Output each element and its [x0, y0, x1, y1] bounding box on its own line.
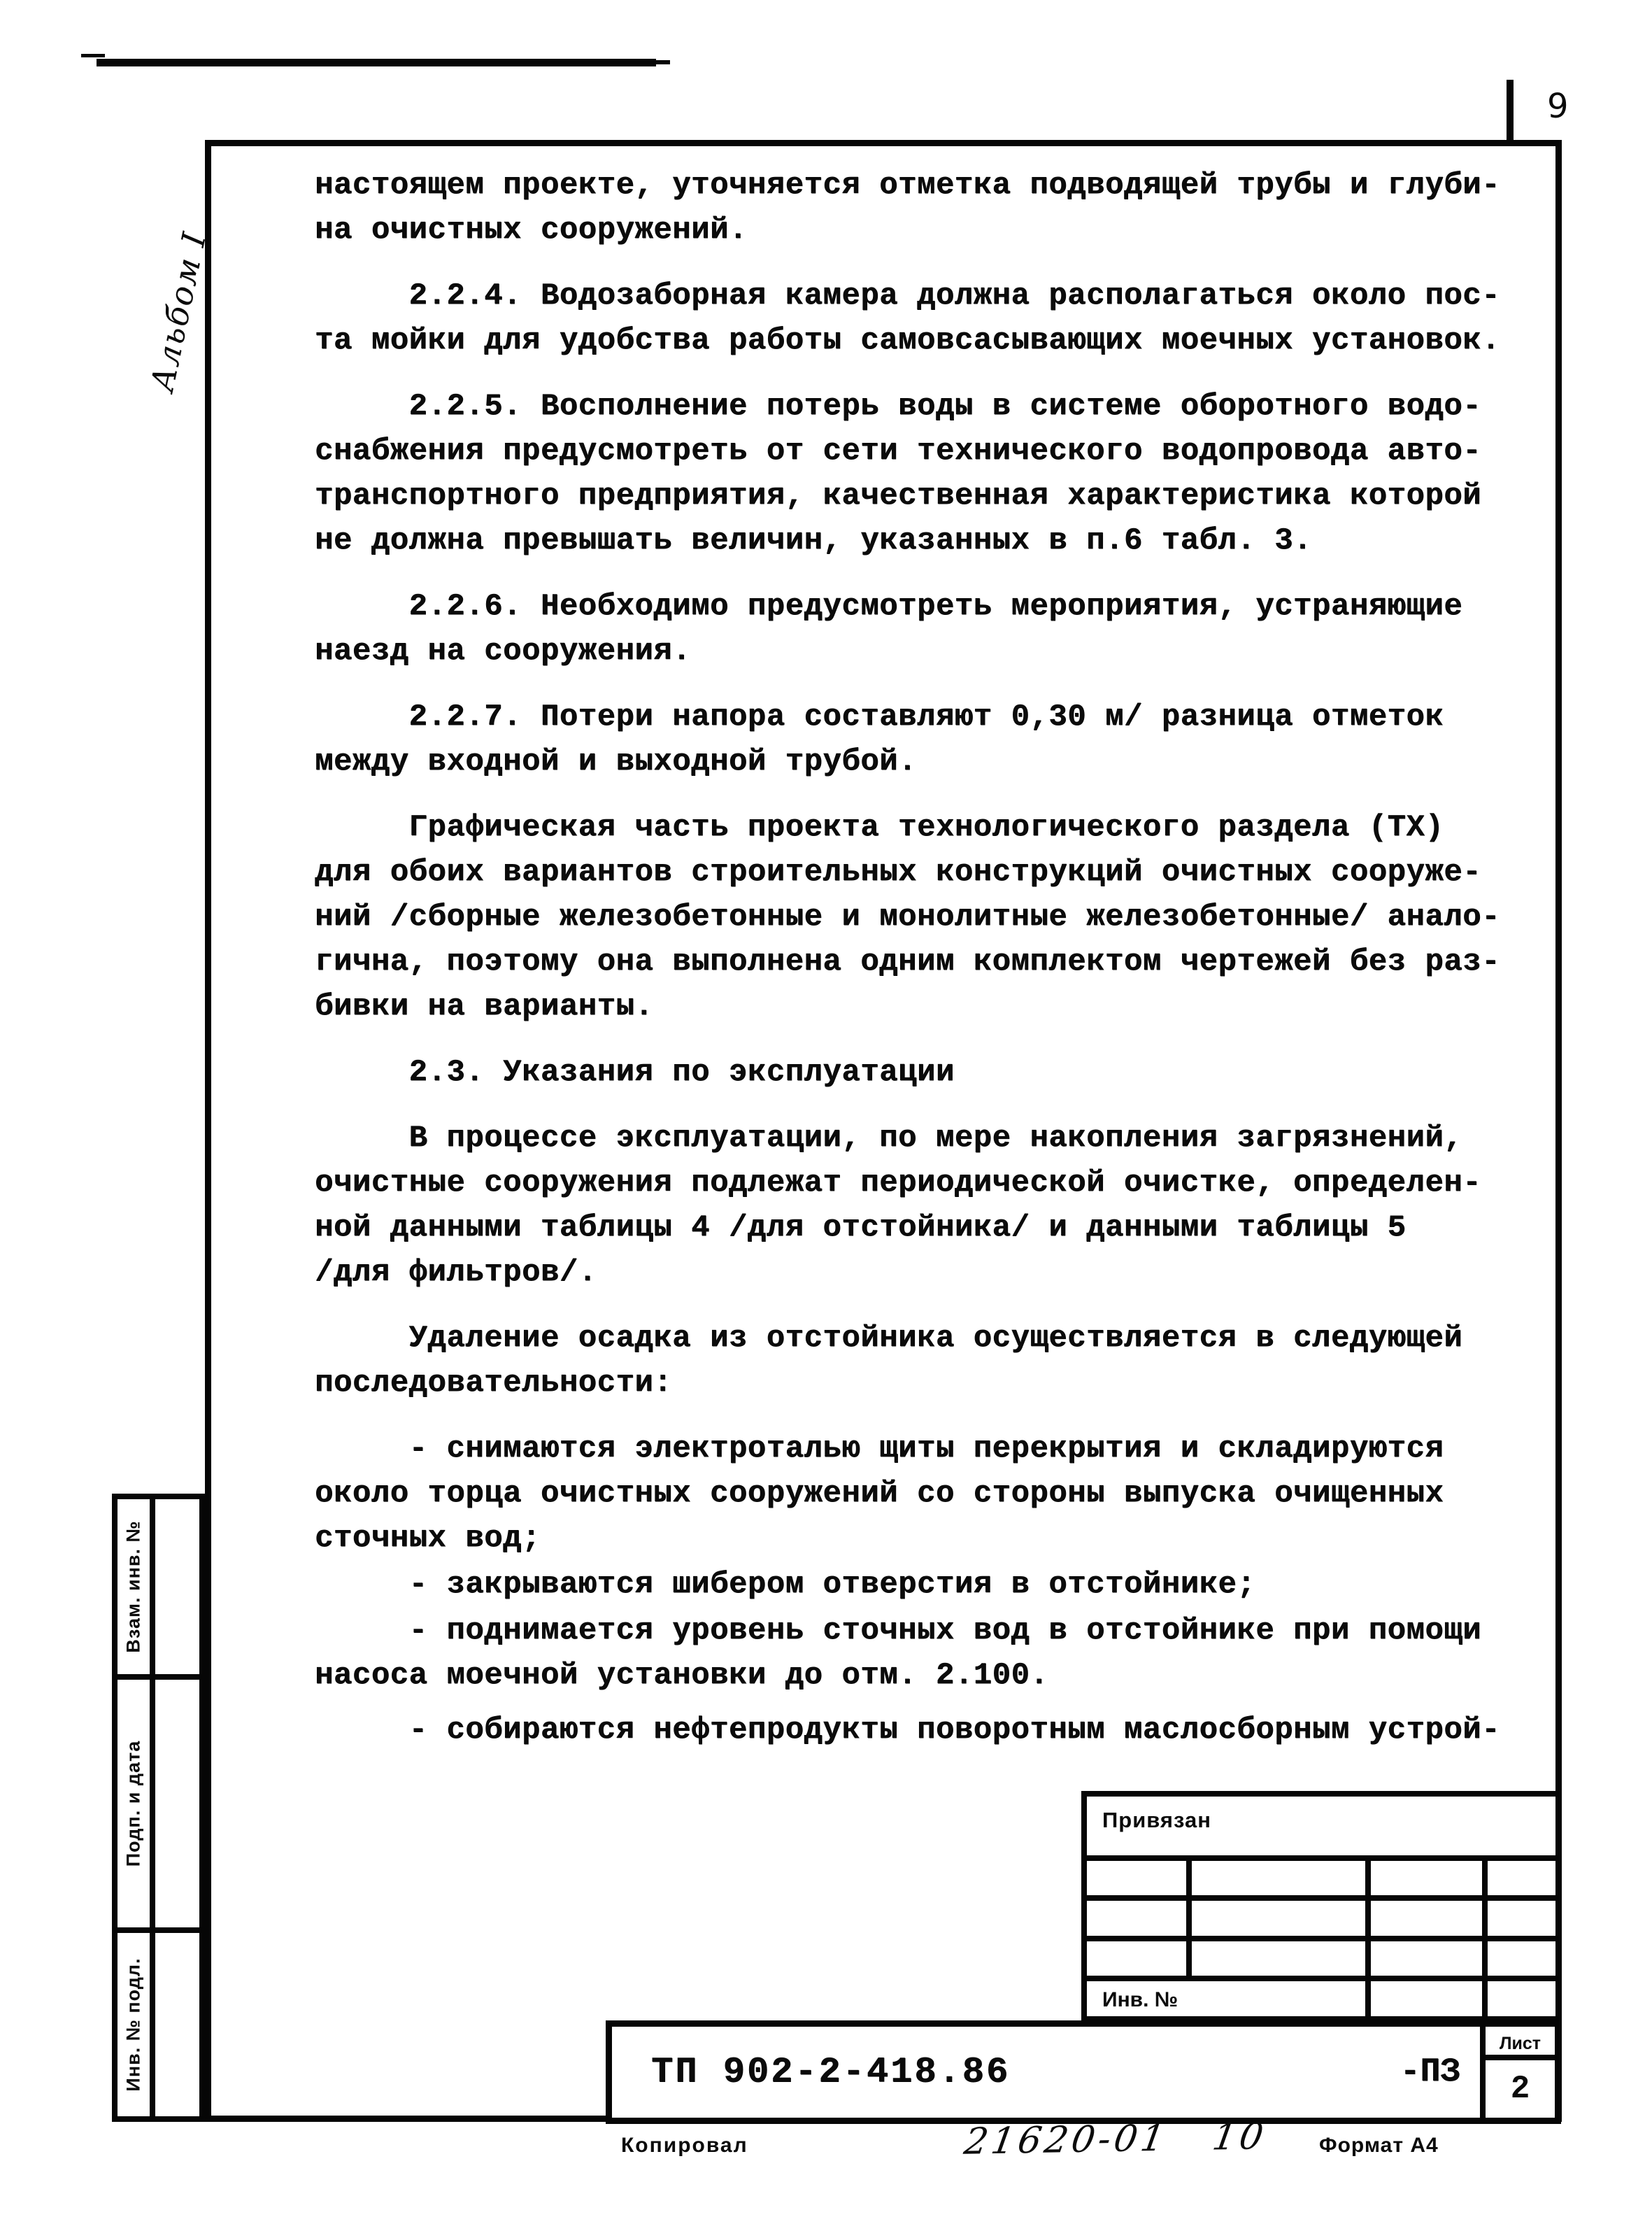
- side-stamp-cell: [118, 1680, 199, 1933]
- text-line: - собираются нефтепродукты поворотным маслосборным устрой-: [315, 1713, 1500, 1748]
- text-line: насоса моечной установки до отм. 2.100.: [315, 1658, 1049, 1693]
- text-line: для обоих вариантов строительных конструкций очистных сооруже-: [315, 855, 1482, 890]
- text-line: на очистных сооружений.: [315, 213, 748, 248]
- text-line: транспортного предприятия, качественная характеристика которой: [315, 479, 1482, 514]
- stamp-grid-cell: [1488, 1861, 1555, 1901]
- text-line: последовательности:: [315, 1366, 673, 1401]
- document-number: ТП 902-2-418.86: [651, 2051, 1011, 2093]
- text-line: настоящем проекте, уточняется отметка подводящей трубы и глуби-: [315, 168, 1500, 203]
- text-line: ной данными таблицы 4 /для отстойника/ и данными таблицы 5: [315, 1210, 1407, 1245]
- text-line: ний /сборные железобетонные и монолитные железобетонные/ анало-: [315, 900, 1500, 935]
- stamp-header-label: Привязан: [1087, 1797, 1555, 1861]
- side-stamp-label-box: [118, 1499, 155, 1674]
- paragraph: [315, 1316, 1500, 1405]
- stamp-grid-cell: [1371, 1981, 1488, 2016]
- text-line: снабжения предусмотреть от сети технического водопровода авто-: [315, 434, 1482, 469]
- text-line: Удаление осадка из отстойника осуществляется в следующей: [315, 1321, 1463, 1356]
- scan-artifact-line: [97, 59, 656, 66]
- stamp-grid-cell: [1488, 1941, 1555, 1981]
- stamp-grid-cell: [1488, 1981, 1555, 2016]
- stamp-grid-cell: [1371, 1861, 1488, 1901]
- title-block: [606, 2020, 1561, 2124]
- side-stamp-label-box: [118, 1933, 155, 2116]
- handwritten-number: 21620-01 10: [961, 2116, 1270, 2163]
- paper-format-label: Формат А4: [1319, 2134, 1439, 2157]
- text-line: сточных вод;: [315, 1521, 541, 1556]
- approval-stamp-block: [1081, 1791, 1561, 2022]
- paragraph: [315, 1562, 1500, 1607]
- stamp-grid-cell: [1192, 1941, 1371, 1981]
- text-line: 2.2.5. Восполнение потерь воды в системе оборотного водо-: [315, 389, 1482, 424]
- side-stamp-cell: [118, 1933, 199, 2116]
- text-line: - закрываются шибером отверстия в отстойнике;: [315, 1567, 1256, 1602]
- document-suffix: -ПЗ: [1400, 2053, 1460, 2091]
- side-stamp-cell: [118, 1499, 199, 1680]
- body-text: [315, 163, 1500, 1752]
- paragraph: [315, 1608, 1500, 1698]
- side-stamp-label: Подп. и дата: [122, 1740, 144, 1867]
- paragraph: [315, 1116, 1500, 1295]
- stamp-grid-cell: [1371, 1901, 1488, 1941]
- paragraph: [315, 584, 1500, 674]
- sheet-number: 2: [1510, 2071, 1530, 2107]
- side-stamp-label-box: [118, 1680, 155, 1927]
- scan-artifact-line-tail: [649, 60, 670, 64]
- text-line: между входной и выходной трубой.: [315, 744, 917, 779]
- copied-by-label: Копировал: [621, 2134, 748, 2157]
- paragraph: [315, 163, 1500, 253]
- stamp-grid-cell: [1192, 1901, 1371, 1941]
- album-handwritten-note: Альбом I: [143, 227, 214, 395]
- stamp-grid-cell: [1087, 1941, 1192, 1981]
- text-line: - снимаются электроталью щиты перекрытия и складируются: [315, 1431, 1444, 1466]
- text-line: бивки на варианты.: [315, 989, 654, 1024]
- side-stamp-column: [112, 1494, 205, 2122]
- text-line: 2.2.7. Потери напора составляют 0,30 м/ разница отметок: [315, 700, 1444, 735]
- text-line: 2.3. Указания по эксплуатации: [315, 1055, 955, 1090]
- paragraph: [315, 384, 1500, 563]
- paragraph: [315, 695, 1500, 784]
- scan-artifact-dash: [81, 54, 105, 57]
- text-line: гична, поэтому она выполнена одним комплектом чертежей без раз-: [315, 944, 1500, 979]
- side-stamp-label: Инв. № подл.: [122, 1957, 144, 2092]
- sheet-label: Лист: [1486, 2027, 1555, 2060]
- text-line: та мойки для удобства работы самовсасывающих моечных установок.: [315, 323, 1500, 358]
- stamp-grid-cell: [1087, 1861, 1192, 1901]
- text-line: Графическая часть проекта технологического раздела (ТХ): [315, 810, 1444, 845]
- text-line: не должна превышать величин, указанных в п.6 табл. 3.: [315, 523, 1312, 558]
- text-line: - поднимается уровень сточных вод в отстойнике при помощи: [315, 1613, 1482, 1648]
- text-line: /для фильтров/.: [315, 1255, 597, 1290]
- text-line: наезд на сооружения.: [315, 634, 692, 669]
- stamp-grid-cell: [1192, 1861, 1371, 1901]
- paragraph: [315, 274, 1500, 363]
- stamp-inventory-label: Инв. №: [1087, 1981, 1371, 2016]
- paragraph: [315, 1426, 1500, 1561]
- text-line: 2.2.4. Водозаборная камера должна располагаться около пос-: [315, 278, 1500, 313]
- paragraph: [315, 805, 1500, 1029]
- title-block-sheet-column: [1486, 2027, 1555, 2118]
- stamp-grid-cell: [1087, 1901, 1192, 1941]
- text-line: около торца очистных сооружений со стороны выпуска очищенных: [315, 1476, 1444, 1511]
- page-number: 9: [1547, 87, 1569, 126]
- stamp-inventory-row: [1087, 1981, 1555, 2016]
- text-line: В процессе эксплуатации, по мере накопления загрязнений,: [315, 1121, 1463, 1156]
- paragraph: [315, 1708, 1500, 1752]
- side-stamp-label: Взам. инв. №: [122, 1520, 144, 1653]
- text-line: 2.2.6. Необходимо предусмотреть мероприятия, устраняющие: [315, 589, 1463, 624]
- stamp-grid-cell: [1488, 1901, 1555, 1941]
- title-block-main-cell: [612, 2027, 1486, 2118]
- paragraph: [315, 1050, 1500, 1095]
- stamp-grid: [1087, 1861, 1555, 1981]
- frame-tick-mark: [1507, 80, 1514, 146]
- stamp-grid-cell: [1371, 1941, 1488, 1981]
- text-line: очистные сооружения подлежат периодической очистке, определен-: [315, 1166, 1482, 1201]
